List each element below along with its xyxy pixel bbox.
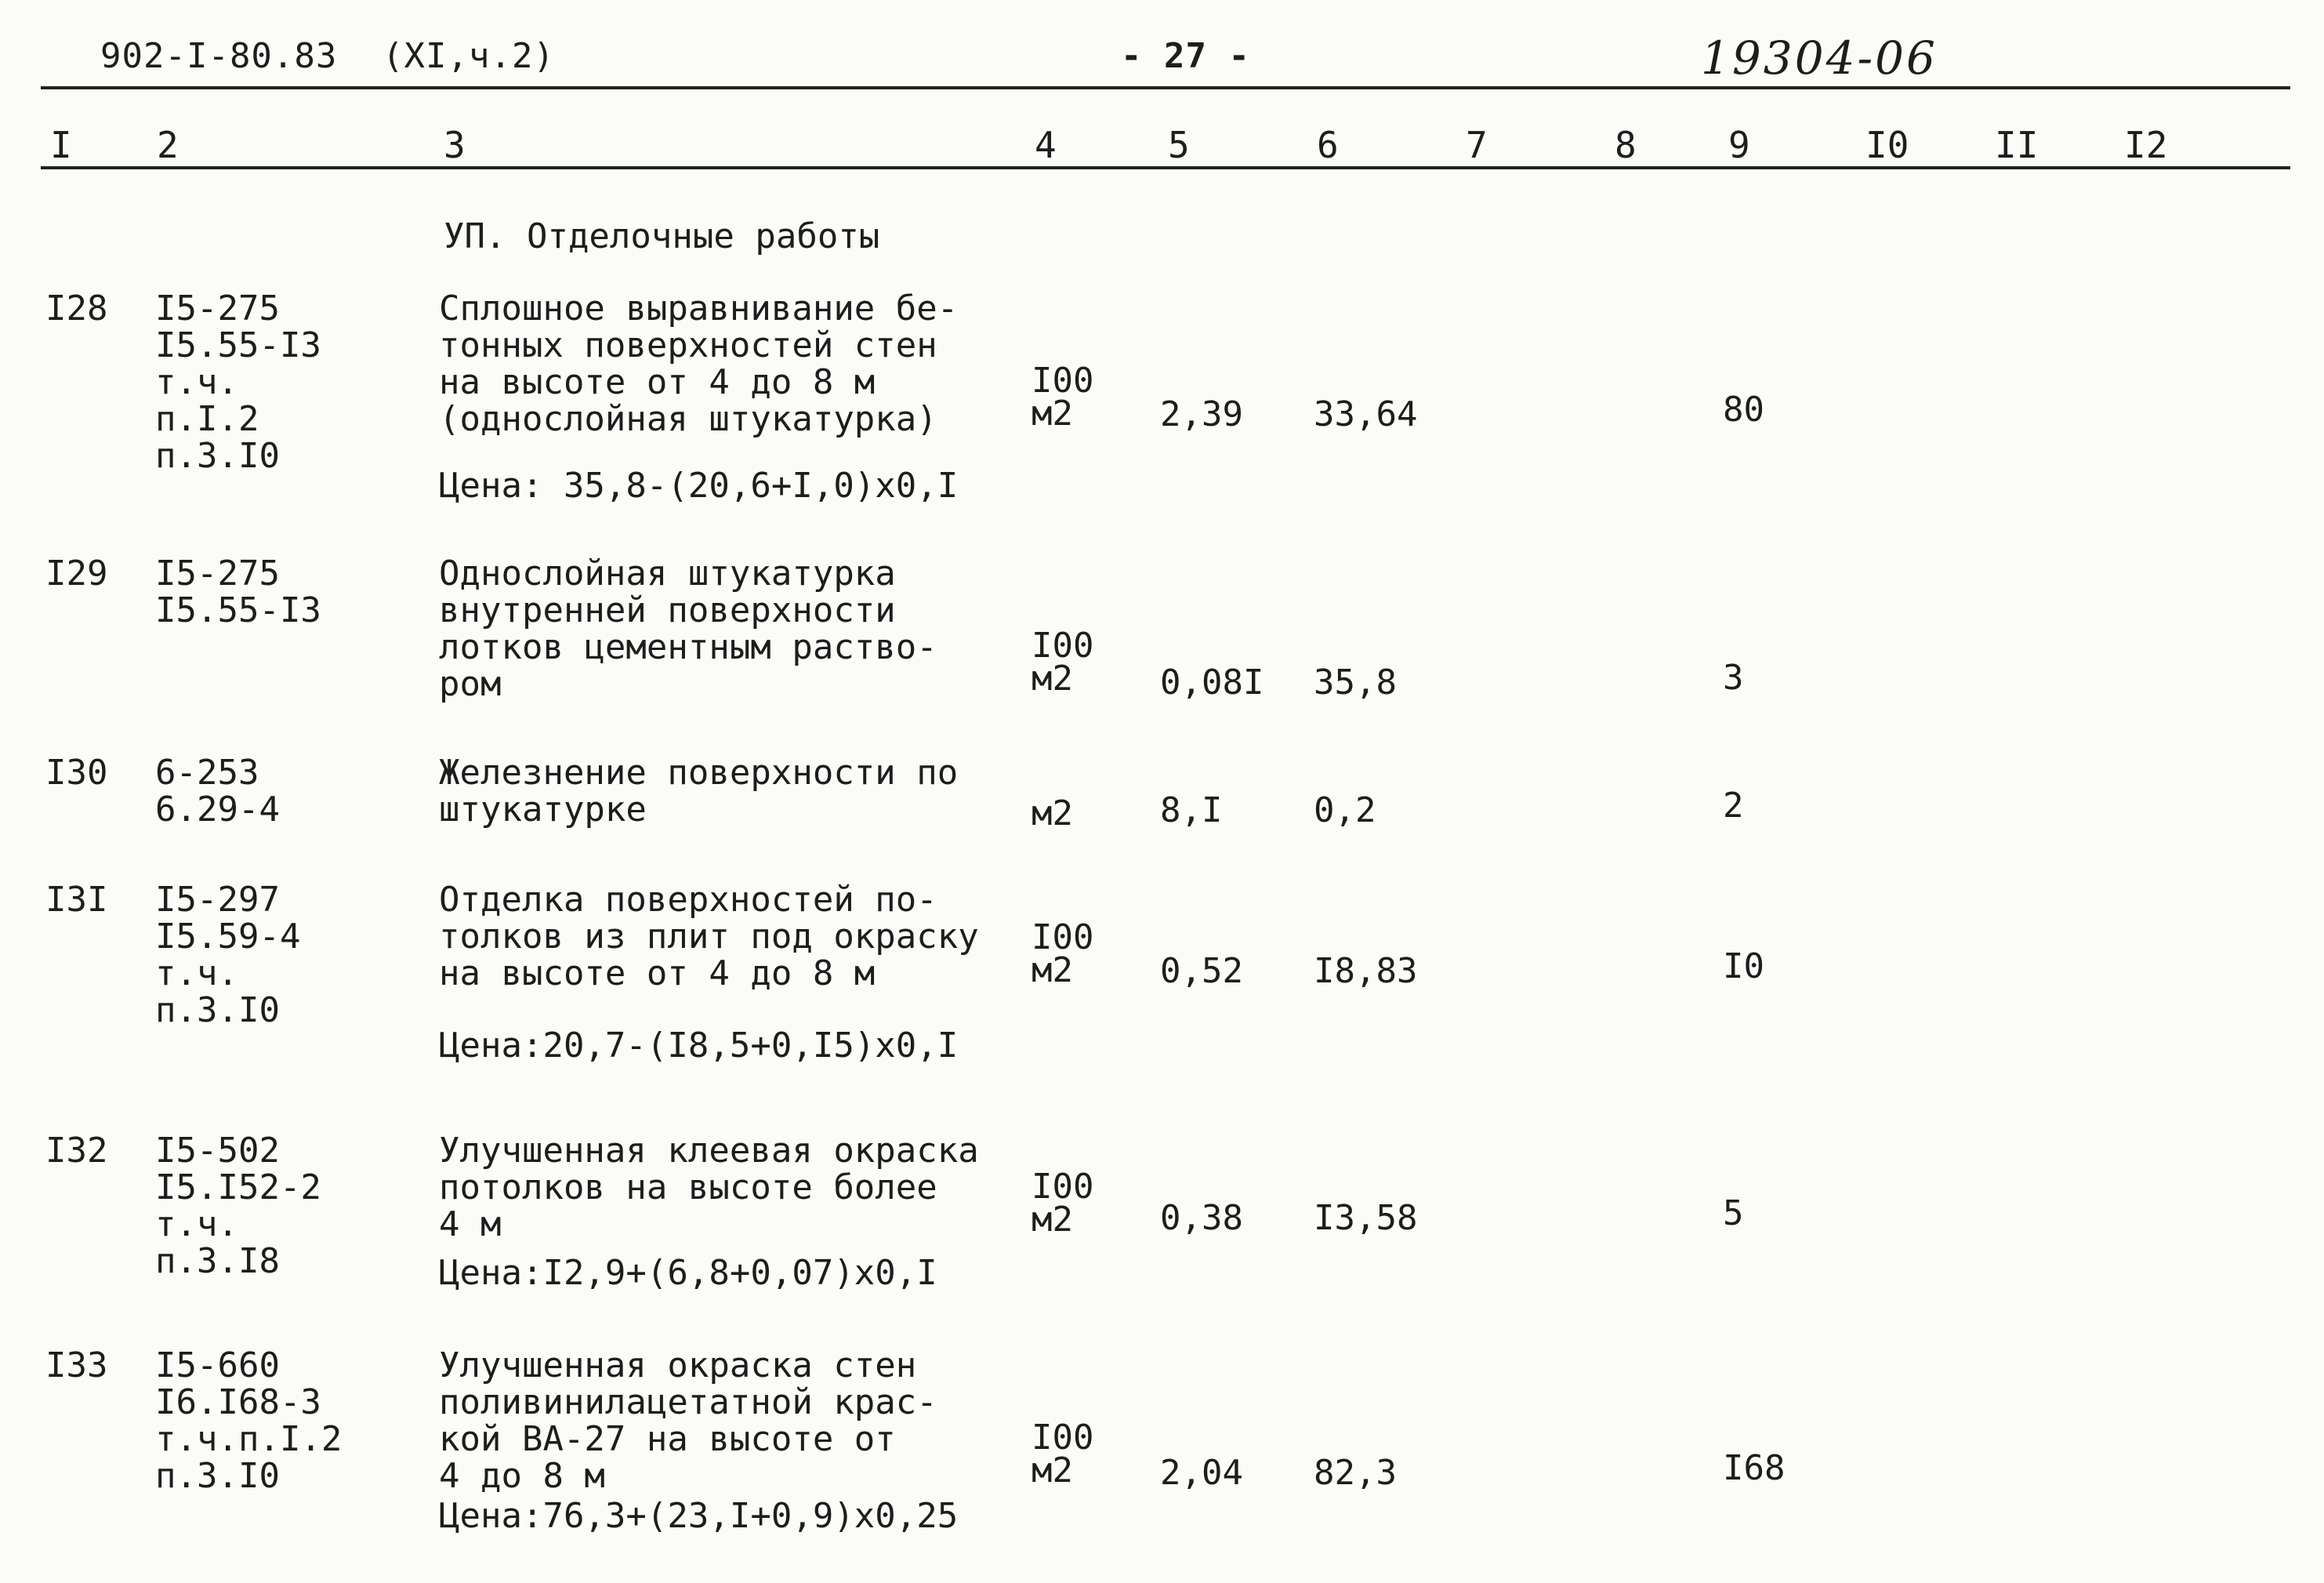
row-number: I3I [45, 880, 108, 920]
top-rule [41, 86, 2290, 89]
quantity: 0,38 [1160, 1198, 1243, 1238]
work-description: потолков на высоте более [439, 1167, 937, 1207]
work-description: кой ВА-27 на высоте от [439, 1419, 896, 1459]
unit-cost: 35,8 [1314, 663, 1397, 703]
column-number: 2 [157, 124, 179, 166]
unit-cost: 0,2 [1314, 790, 1376, 830]
page-number: - 27 - [1121, 36, 1250, 76]
rate-code: т.ч. [155, 362, 238, 402]
work-description: Улучшенная клеевая окраска [439, 1131, 979, 1171]
quantity: 2,39 [1160, 394, 1243, 434]
unit: I00 [1031, 1167, 1094, 1207]
quantity: 8,I [1160, 790, 1223, 830]
row-number: I29 [45, 554, 108, 594]
work-description: Улучшенная окраска стен [439, 1345, 917, 1385]
total-cost: 2 [1723, 786, 1744, 826]
work-description: на высоте от 4 до 8 м [439, 953, 876, 993]
rate-code: I5.55-I3 [155, 325, 321, 365]
rate-code: I5-275 [155, 554, 280, 594]
rate-code: I5.59-4 [155, 917, 301, 957]
total-cost: I0 [1723, 946, 1764, 986]
work-description: Железнение поверхности по [439, 753, 959, 793]
row-number: I30 [45, 753, 108, 793]
rate-code: т.ч. [155, 953, 238, 993]
work-description: Отделка поверхностей по- [439, 880, 937, 920]
column-number: II [1995, 124, 2039, 166]
column-number: 6 [1317, 124, 1339, 166]
price-formula: Цена:I2,9+(6,8+0,07)x0,I [439, 1253, 937, 1293]
total-cost: 3 [1723, 658, 1744, 698]
rate-code: I5-502 [155, 1131, 280, 1171]
rate-code: п.3.I0 [155, 1456, 280, 1496]
unit: I00 [1031, 626, 1094, 666]
rate-code: т.ч.п.I.2 [155, 1419, 343, 1459]
unit: м2 [1031, 1450, 1073, 1490]
unit-cost: 82,3 [1314, 1453, 1397, 1493]
column-number: 8 [1615, 124, 1637, 166]
column-number: 5 [1168, 124, 1190, 166]
work-description: 4 до 8 м [439, 1456, 605, 1496]
column-number: 9 [1728, 124, 1750, 166]
column-number: 3 [444, 124, 466, 166]
unit-cost: I3,58 [1314, 1198, 1418, 1238]
rate-code: т.ч. [155, 1204, 238, 1244]
price-formula: Цена: 35,8-(20,6+I,0)x0,I [439, 466, 959, 506]
rate-code: 6-253 [155, 753, 259, 793]
rate-code: 6.29-4 [155, 790, 280, 830]
quantity: 0,08I [1160, 663, 1264, 703]
rate-code: п.3.I0 [155, 990, 280, 1030]
unit: м2 [1031, 659, 1073, 699]
quantity: 0,52 [1160, 951, 1243, 991]
work-description: на высоте от 4 до 8 м [439, 362, 876, 402]
work-description: тонных поверхностей стен [439, 325, 937, 365]
document-number: 19304-06 [1701, 31, 1938, 85]
column-number: 4 [1035, 124, 1057, 166]
rate-code: п.3.I0 [155, 436, 280, 476]
unit-cost: 33,64 [1314, 394, 1418, 434]
work-description: ром [439, 664, 502, 704]
rate-code: I5-297 [155, 880, 280, 920]
rate-code: I5-275 [155, 289, 280, 329]
unit: м2 [1031, 394, 1073, 434]
work-description: Однослойная штукатурка [439, 554, 896, 594]
rate-code: п.I.2 [155, 399, 259, 439]
unit: м2 [1031, 793, 1073, 833]
work-description: Сплошное выравнивание бе- [439, 289, 959, 329]
column-number: I2 [2124, 124, 2168, 166]
price-formula: Цена:20,7-(I8,5+0,I5)x0,I [439, 1026, 959, 1066]
unit: I00 [1031, 361, 1094, 401]
total-cost: 5 [1723, 1193, 1744, 1233]
rate-code: I5.I52-2 [155, 1167, 321, 1207]
rate-code: I5.55-I3 [155, 590, 321, 630]
unit-cost: I8,83 [1314, 951, 1418, 991]
header-rule [41, 166, 2290, 169]
work-description: 4 м [439, 1204, 502, 1244]
row-number: I33 [45, 1345, 108, 1385]
column-number: 7 [1466, 124, 1488, 166]
row-number: I28 [45, 289, 108, 329]
unit: м2 [1031, 950, 1073, 990]
rate-code: п.3.I8 [155, 1241, 280, 1281]
unit: м2 [1031, 1200, 1073, 1240]
total-cost: I68 [1723, 1448, 1786, 1488]
work-description: лотков цементным раство- [439, 627, 937, 667]
column-number: I0 [1865, 124, 1909, 166]
work-description: штукатурке [439, 790, 647, 830]
work-description: толков из плит под окраску [439, 917, 979, 957]
quantity: 2,04 [1160, 1453, 1243, 1493]
work-description: внутренней поверхности [439, 590, 896, 630]
rate-code: I5-660 [155, 1345, 280, 1385]
price-formula: Цена:76,3+(23,I+0,9)x0,25 [439, 1496, 959, 1536]
document-code: 902-I-80.83 [100, 36, 338, 76]
document-section: (XI,ч.2) [382, 36, 555, 76]
total-cost: 80 [1723, 390, 1764, 430]
unit: I00 [1031, 917, 1094, 957]
unit: I00 [1031, 1418, 1094, 1458]
work-description: (однослойная штукатурка) [439, 399, 937, 439]
section-title: УП. Отделочные работы [444, 216, 880, 256]
row-number: I32 [45, 1131, 108, 1171]
work-description: поливинилацетатной крас- [439, 1382, 937, 1422]
column-number: I [50, 124, 72, 166]
rate-code: I6.I68-3 [155, 1382, 321, 1422]
